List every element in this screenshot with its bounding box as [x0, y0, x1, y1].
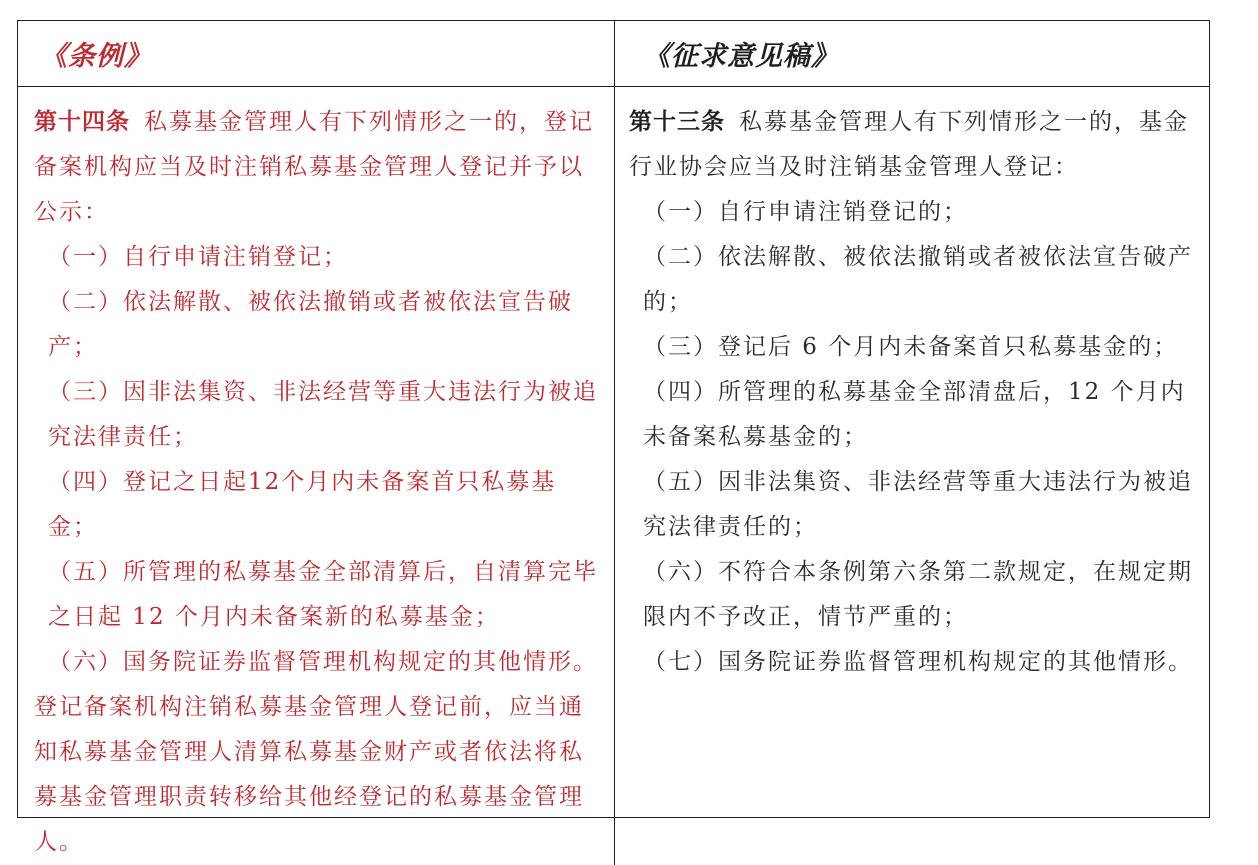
- left-item: （一）自行申请注销登记；: [48, 244, 348, 270]
- right-item: （四）所管理的私募基金全部清盘后，12 个月内未备案私募基金的；: [643, 379, 1186, 450]
- right-item: （五）因非法集资、非法经营等重大违法行为被追究法律责任的；: [643, 469, 1193, 540]
- left-item: （五）所管理的私募基金全部清算后，自清算完毕之日起 12 个月内未备案新的私募基金；: [48, 559, 598, 630]
- right-item: （六）不符合本条例第六条第二款规定，在规定期限内不予改正，情节严重的；: [643, 559, 1193, 630]
- left-item: （六）国务院证券监督管理机构规定的其他情形。: [48, 649, 598, 675]
- left-item: （三）因非法集资、非法经营等重大违法行为被追究法律责任；: [48, 379, 598, 450]
- right-item: （三）登记后 6 个月内未备案首只私募基金的；: [643, 334, 1179, 360]
- left-heading-text: 《条例》: [40, 41, 152, 72]
- comparison-table: [17, 20, 1210, 855]
- right-intro-text: 私募基金管理人有下列情形之一的，基金行业协会应当及时注销基金管理人登记：: [629, 109, 1189, 180]
- right-column-body: [615, 87, 1209, 865]
- left-item: （二）依法解散、被依法撤销或者被依法宣告破产；: [48, 289, 573, 360]
- left-intro-text: 私募基金管理人有下列情形之一的，登记备案机构应当及时注销私募基金管理人登记并予以公示：: [34, 109, 594, 225]
- right-article-intro: [629, 99, 1195, 190]
- left-column-heading: [18, 21, 615, 87]
- right-item: （二）依法解散、被依法撤销或者被依法宣告破产的；: [643, 244, 1193, 315]
- left-column-body: [18, 87, 615, 865]
- left-item: （四）登记之日起12个月内未备案首只私募基金；: [48, 469, 557, 540]
- right-article-number: 第十三条: [629, 108, 725, 135]
- right-item: （一）自行申请注销登记的；: [643, 199, 968, 225]
- right-item: （七）国务院证券监督管理机构规定的其他情形。: [643, 649, 1193, 675]
- left-article-number: 第十四条: [34, 108, 130, 135]
- left-closing-paragraph: 登记备案机构注销私募基金管理人登记前，应当通知私募基金管理人清算私募基金财产或者依法将私募基金管理职责转移给其他经登记的私募基金管理人。: [34, 694, 584, 855]
- right-column-heading: [615, 21, 1209, 87]
- left-article-intro: [34, 99, 602, 235]
- right-heading-text: 《征求意见稿》: [643, 41, 839, 72]
